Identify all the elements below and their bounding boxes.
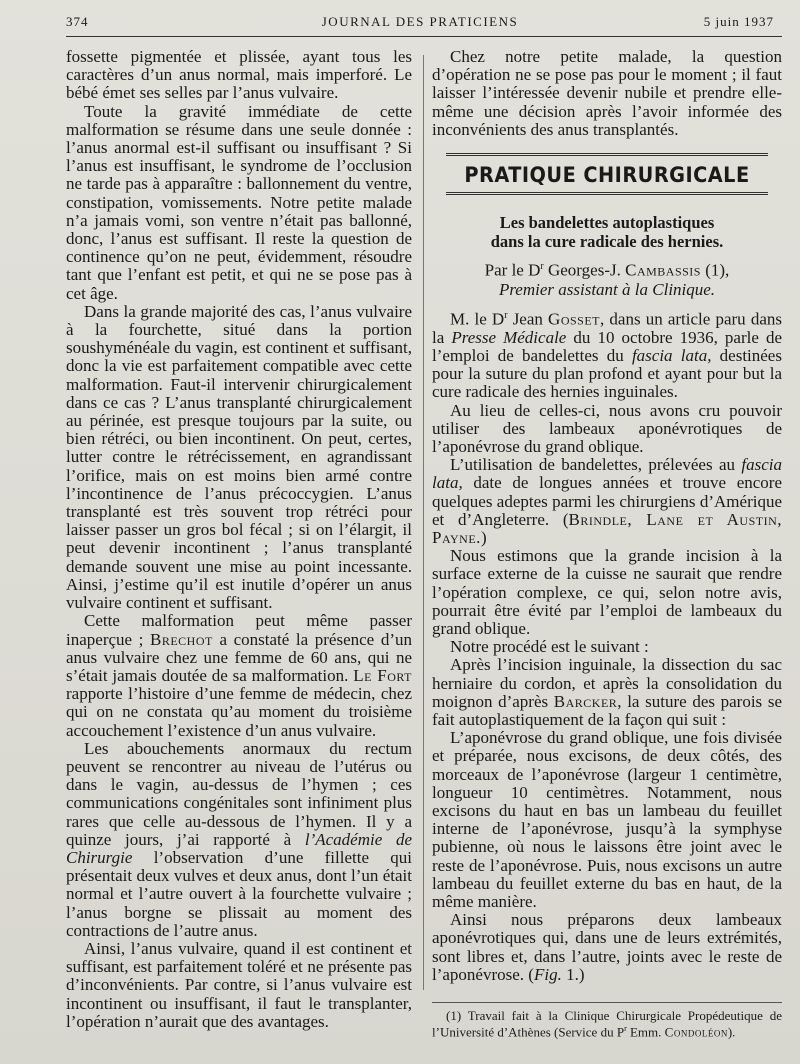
text-run: (1), bbox=[700, 260, 730, 280]
author-name: Cambassis bbox=[625, 260, 701, 280]
author-name: Gosset bbox=[548, 309, 600, 329]
italic-text: Fig. bbox=[533, 964, 562, 984]
superscript: r bbox=[540, 261, 544, 273]
column-divider bbox=[423, 55, 424, 990]
paragraph: Dans la grande majorité des cas, l’anus vulvaire à la fourchette, situé dans la portion soushyménéale du vagin, est continent et suffisant, donc la vie est parfaitement compatible avec cette malformation. Faut-il intervenir chirurgicalement dans ce cas ? L’anus transplanté chirurgicalement au périnée, est presque toujours par la suite, ou bien rétréci, ou bien incontinent. On peut, certes, lutter contre le rétrécissement, en agrandissant l’orifice, mais on est moins bien armé contre l’incontinence de l’anus précoccygien. L’anus transplanté est très souvent trop rétréci pour laisser passer un gros bol fécal ; si on l’élargit, il peut devenir incontinent ; l’anus transplanté demande souvent une mise au point incessante. Ainsi, j’estime qu’il est inutile d’opérer un anus vulvaire continent et suffisant. bbox=[66, 301, 412, 613]
text-run: L’utilisation de bandelettes, prélevées au bbox=[450, 455, 742, 475]
text-run: Ainsi nous préparons deux lambeaux aponévrotiques qui, dans une de leurs extrémités, sont libres et, dans l’autre, joints avec le reste de l’aponévrose. ( bbox=[432, 910, 782, 984]
text-run: destinées pour la suture du plan profond et ayant pour but la cure radicale des hernies inguinales. bbox=[432, 345, 782, 402]
paragraph: L’aponévrose du grand oblique, une fois divisée et préparée, nous excisons, de deux côtés, des morceaux de l’aponévrose (largeur 1 centimètre, longueur 10 centimètres. Notamment, nous excisons du haut en bas un lambeau du feuillet interne de l’aponévrose, jusqu’à la symphyse pubienne, où nous le laissons être joint avec le reste de l’aponévrose. Puis, nous excisons un autre lambeau du feuillet externe du bas en haut, de la même manière. bbox=[432, 728, 782, 912]
article-title-line: Les bandelettes autoplastiques bbox=[499, 213, 715, 233]
superscript: r bbox=[504, 309, 508, 321]
text-run: M. le D bbox=[450, 309, 505, 329]
byline-author bbox=[432, 257, 782, 280]
text-run: l’observation d’une fillette qui présentait deux vulves et deux anus, dont l’un était normal et l’autre ouvert à la fourchette vulvaire ; l’anus borgne se plissait au moment des contractions de l’autre anus. bbox=[66, 847, 412, 940]
text-run: Après l’incision inguinale, la dissection du sac herniaire du cordon, et après la consolidation du moignon d’après bbox=[432, 655, 782, 711]
text-run: ). bbox=[727, 1024, 736, 1040]
paragraph: Notre procédé est le suivant : bbox=[450, 637, 649, 657]
section-title: PRATIQUE CHIRURGICALE bbox=[446, 153, 768, 195]
byline-role: Premier assistant à la Clinique. bbox=[498, 279, 716, 299]
header-rule bbox=[66, 36, 782, 37]
paragraph bbox=[432, 456, 782, 547]
text-run: du 10 octobre 1936, parle de l’emploi de bandelettes du bbox=[432, 327, 783, 365]
author-name: Le Fort bbox=[353, 665, 412, 685]
journal-title: JOURNAL DES PRATICIENS bbox=[321, 14, 519, 29]
italic-text: Presse Médicale bbox=[451, 327, 567, 347]
paragraph bbox=[66, 740, 412, 940]
text-run: date de longues années et trouve encore quelques adeptes parmi les chirurgiens d’Amérique et d’Angleterre. ( bbox=[432, 473, 782, 529]
text-run: Cette malformation peut même passer inaperçue ; bbox=[66, 611, 412, 649]
paragraph bbox=[432, 656, 782, 729]
text-run: (1) Travail fait à la Clinique Chirurgicale Propédeutique de l’Université d’Athènes (Service du P bbox=[432, 1008, 782, 1040]
paragraph: Chez notre petite malade, la question d’opération ne se pose pas pour le moment ; il faut laisser l’intéressée devenir nubile et prendre elle-même une décision après l’avoir informée des inconvénients des anus transplantés. bbox=[432, 47, 782, 139]
text-run: , la suture des parois se fait autoplastiquement de la façon qui suit : bbox=[432, 691, 782, 729]
paragraph: fossette pigmentée et plissée, ayant tous les caractères d’un anus normal, mais imperforé. Le bébé émet ses selles par l’anus vulvaire. bbox=[66, 47, 412, 103]
footnote bbox=[432, 1009, 782, 1038]
article-title bbox=[432, 213, 782, 251]
paragraph: Au lieu de celles-ci, nous avons cru pouvoir utiliser des lambeaux aponévrotiques de l’aponévrose du grand oblique. bbox=[432, 400, 782, 456]
italic-text: l’Académie de Chirurgie bbox=[66, 829, 412, 867]
paragraph: Toute la gravité immédiate de cette malformation se résume dans une seule donnée : l’anus anormal est-il suffisant ou insuffisant ? Si l’anus est insuffisant, le syndrome de l’occlusion ne tarde pas à apparaître : ballonnement du ventre, constipation, vomissements. Notre petite malade n’a jamais vomi, son ventre n’était pas ballonné, donc, l’anus est suffisant. Il reste la question de continence qu’on ne peut, évidemment, résoudre tant que l’enfant est petit, et qui ne se pose pas à cet âge. bbox=[66, 101, 412, 303]
paragraph: Nous estimons que la grande incision à la surface externe de la cuisse ne saurait que rendre l’opération complexe, ce qui, selon notre avis, pourrait être évité par l’emploi de lambeaux du grand oblique. bbox=[432, 546, 782, 638]
text-run: , dans un article paru dans la bbox=[432, 309, 782, 347]
text-run: Par le D bbox=[484, 260, 541, 280]
author-name: Barcker bbox=[553, 691, 618, 711]
author-names: Brindle, Lane et Austin, Payne. bbox=[432, 509, 782, 547]
italic-text: fascia lata, bbox=[432, 455, 782, 493]
page-number: 374 bbox=[66, 14, 89, 29]
superscript: r bbox=[624, 1024, 627, 1034]
issue-date: 5 juin 1937 bbox=[703, 14, 774, 29]
text-run: rapporte l’histoire d’une femme de médecin, chez qui on ne constata qu’au moment du troisième accouchement l’existence d’un anus vulvaire. bbox=[66, 684, 412, 740]
author-name: Condoléon bbox=[664, 1024, 728, 1040]
page-header bbox=[66, 14, 774, 36]
text-run: a constaté la présence d’un anus vulvaire chez une femme de 60 ans, qui ne s’était jamais doutée de sa malformation. bbox=[66, 629, 412, 685]
author-name: Brechot bbox=[150, 629, 213, 649]
paragraph bbox=[432, 307, 782, 402]
italic-text: fascia lata, bbox=[631, 345, 712, 365]
paragraph: Ainsi, l’anus vulvaire, quand il est continent et suffisant, est parfaitement toléré et ne présente pas d’inconvénients. Par contre, si l’anus vulvaire est incontinent ou insuffisant, il faut le transplanter, l’opération n’aurait que des avantages. bbox=[66, 938, 412, 1031]
paragraph bbox=[66, 612, 412, 739]
text-run: Jean bbox=[507, 309, 549, 329]
left-column bbox=[66, 48, 412, 1031]
text-run: ) bbox=[480, 527, 487, 547]
text-run: Emm. bbox=[626, 1024, 665, 1040]
text-run: Georges-J. bbox=[543, 260, 626, 280]
paragraph bbox=[432, 911, 782, 984]
byline bbox=[432, 257, 782, 299]
article-title-line: dans la cure radicale des hernies. bbox=[490, 232, 724, 252]
text-run: Les abouchements anormaux du rectum peuvent se rencontrer au niveau de l’utérus ou dans le vagin, au-dessus de l’hymen ; ces communications congénitales sont infiniment plus rares que celle au-dessous de l’hymen. Il y a quinze jours, j’ai rapporté à bbox=[66, 738, 412, 849]
footnote-rule bbox=[432, 1002, 782, 1003]
right-column bbox=[432, 48, 782, 1038]
text-run: 1.) bbox=[561, 964, 585, 984]
